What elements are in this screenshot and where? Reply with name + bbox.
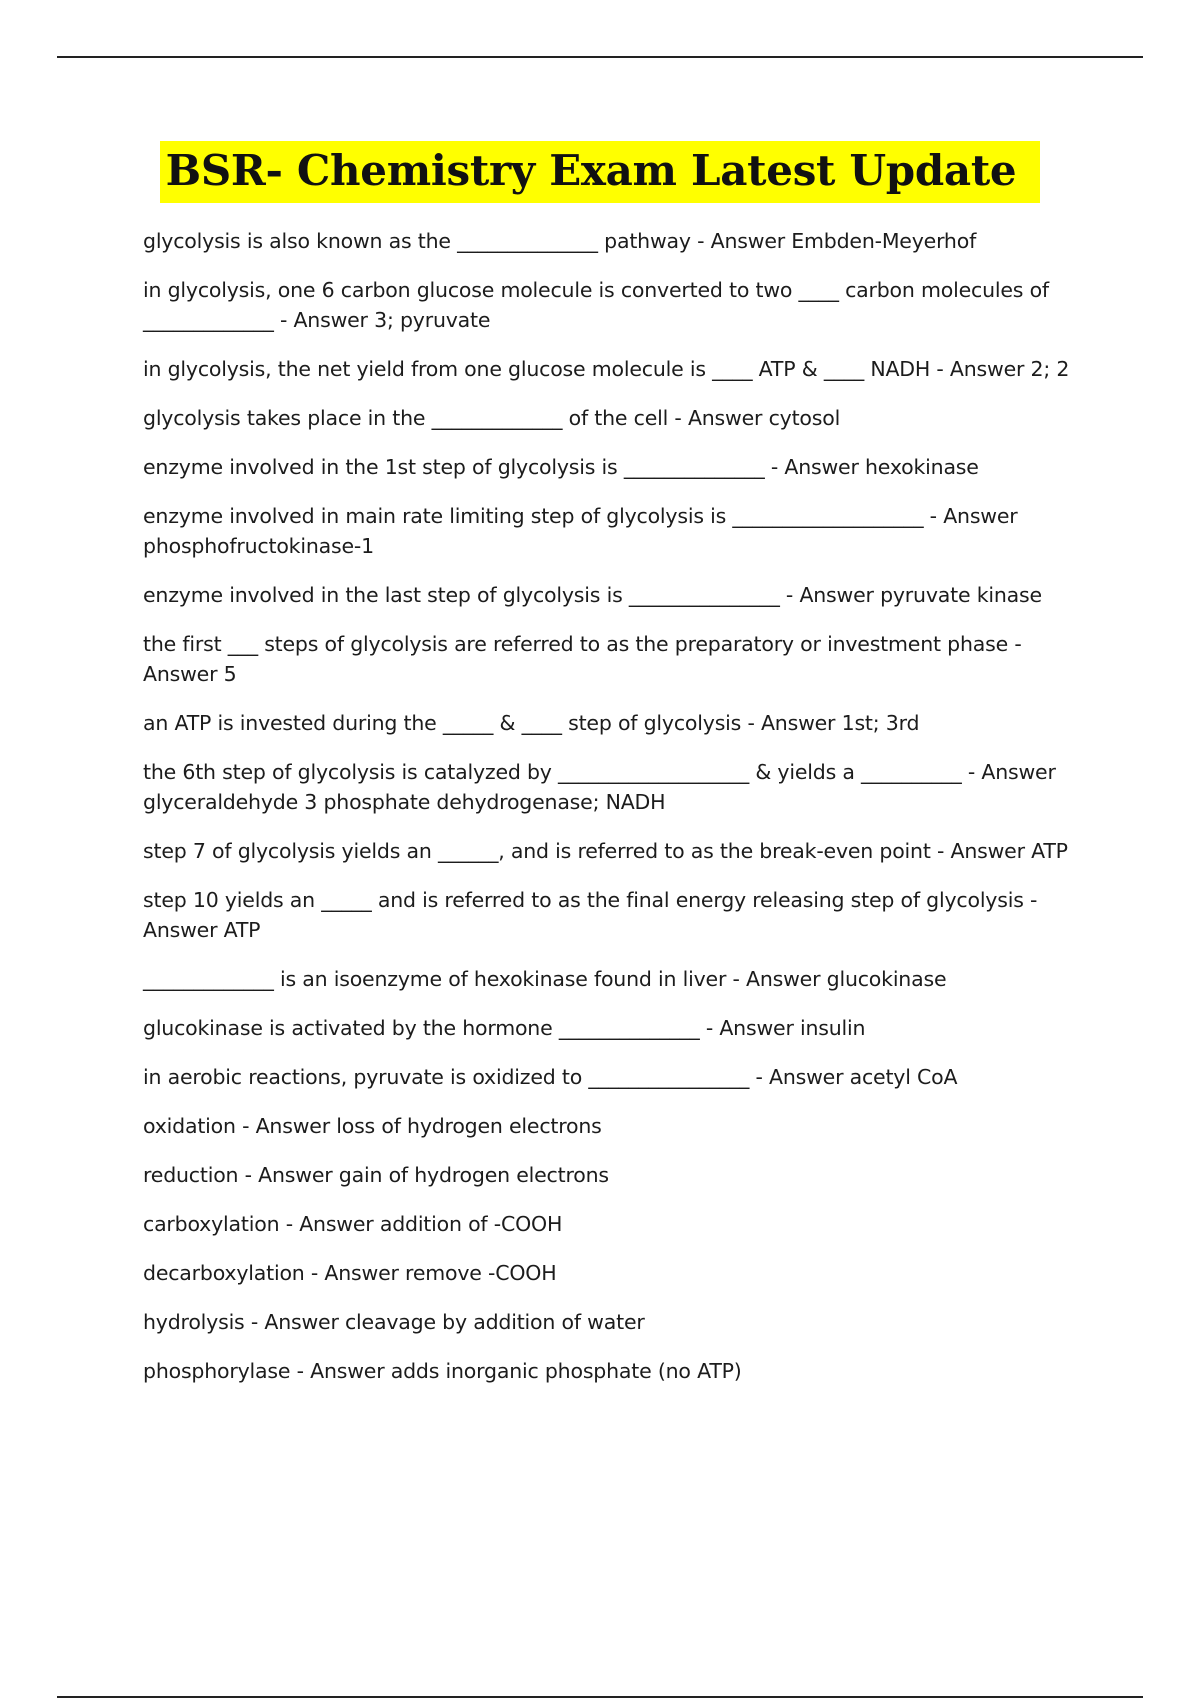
qa-item: step 7 of glycolysis yields an ______, and is referred to as the break-even point - Answer ATP bbox=[143, 839, 1068, 863]
qa-item: step 10 yields an _____ and is referred to as the final energy releasing step of glycolysis - Answer ATP bbox=[143, 888, 1038, 942]
qa-item: carboxylation - Answer addition of -COOH bbox=[143, 1212, 563, 1236]
qa-item: _____________ is an isoenzyme of hexokinase found in liver - Answer glucokinase bbox=[143, 967, 947, 991]
qa-item: hydrolysis - Answer cleavage by addition of water bbox=[143, 1310, 645, 1334]
qa-item: oxidation - Answer loss of hydrogen electrons bbox=[143, 1114, 602, 1138]
qa-item: an ATP is invested during the _____ & ____ step of glycolysis - Answer 1st; 3rd bbox=[143, 711, 920, 735]
qa-item: glucokinase is activated by the hormone ______________ - Answer insulin bbox=[143, 1016, 866, 1040]
qa-item: the 6th step of glycolysis is catalyzed by ___________________ & yields a __________ - Answer glyceraldehyde 3 phosphate dehydrogenase; NADH bbox=[143, 760, 1056, 814]
qa-item: in glycolysis, one 6 carbon glucose molecule is converted to two ____ carbon molecules of _____________ - Answer 3; pyruvate bbox=[143, 278, 1049, 332]
question-answer-list bbox=[143, 226, 1093, 1405]
qa-item: in aerobic reactions, pyruvate is oxidized to ________________ - Answer acetyl CoA bbox=[143, 1065, 958, 1089]
qa-item: phosphorylase - Answer adds inorganic phosphate (no ATP) bbox=[143, 1359, 742, 1383]
qa-item: decarboxylation - Answer remove -COOH bbox=[143, 1261, 557, 1285]
bottom-divider bbox=[57, 1696, 1143, 1698]
qa-item: glycolysis is also known as the ______________ pathway - Answer Embden-Meyerhof bbox=[143, 229, 977, 253]
qa-item: enzyme involved in the 1st step of glycolysis is ______________ - Answer hexokinase bbox=[143, 455, 979, 479]
qa-item: glycolysis takes place in the _____________ of the cell - Answer cytosol bbox=[143, 406, 841, 430]
qa-item: reduction - Answer gain of hydrogen electrons bbox=[143, 1163, 609, 1187]
qa-item: in glycolysis, the net yield from one glucose molecule is ____ ATP & ____ NADH - Answer 2; 2 bbox=[143, 357, 1070, 381]
top-divider bbox=[57, 56, 1143, 58]
qa-item: enzyme involved in the last step of glycolysis is _______________ - Answer pyruvate kinase bbox=[143, 583, 1042, 607]
document-title: BSR- Chemistry Exam Latest Update bbox=[160, 141, 1041, 203]
qa-item: enzyme involved in main rate limiting step of glycolysis is ___________________ - Answer phosphofructokinase-1 bbox=[143, 504, 1018, 558]
qa-item: the first ___ steps of glycolysis are referred to as the preparatory or investment phase - Answer 5 bbox=[143, 632, 1022, 686]
title-area bbox=[0, 141, 1200, 203]
